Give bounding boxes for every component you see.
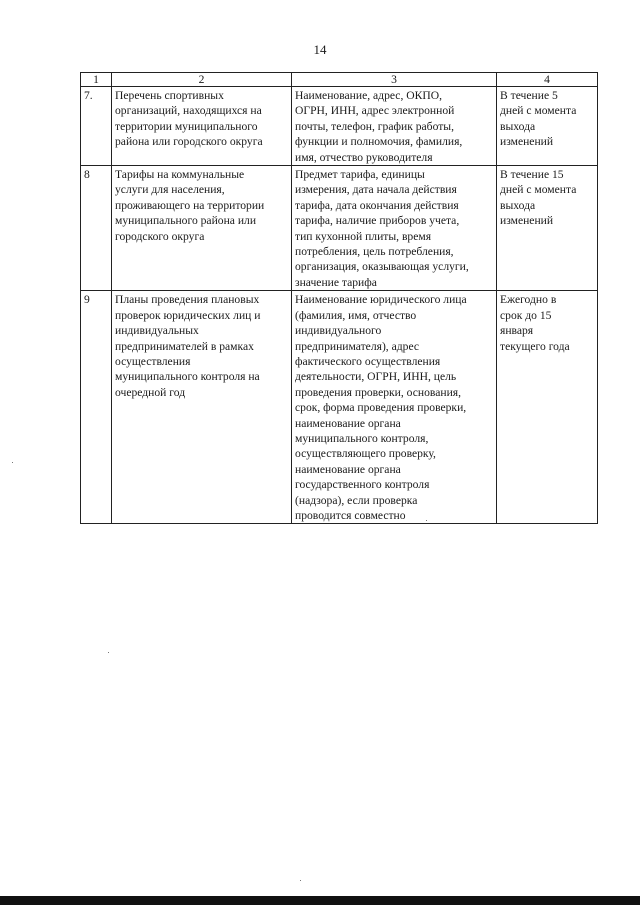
content-line: срок, форма проведения проверки, [295, 401, 467, 415]
term-line: дней с момента [500, 104, 577, 118]
scan-edge [0, 896, 640, 905]
subject-line: индивидуальных [115, 324, 199, 338]
term-line: выхода [500, 198, 536, 212]
subject-line: района или городского округа [115, 135, 263, 149]
content-line: предпринимателя), адрес [295, 339, 420, 353]
content-line: осуществляющего проверку, [295, 447, 436, 461]
term-line: В течение 5 [500, 89, 558, 102]
content-line: потребления, цель потребления, [295, 245, 454, 259]
term-cell [497, 166, 598, 291]
term-cell [497, 291, 598, 524]
content-line: деятельности, ОГРН, ИНН, цель [295, 370, 457, 384]
content-line: Наименование юридического лица [295, 293, 467, 307]
header-cell: 4 [497, 73, 598, 87]
content-cell [292, 166, 497, 291]
subject-cell [112, 291, 292, 524]
content-line: функции и полномочия, фамилия, [295, 135, 463, 149]
subject-line: Планы проведения плановых [115, 293, 260, 307]
table-header-row [81, 73, 598, 87]
content-cell [292, 291, 497, 524]
subject-line: очередной год [115, 385, 186, 399]
header-cell: 2 [112, 73, 292, 87]
subject-line: осуществления [115, 354, 191, 368]
subject-line: предпринимателей в рамках [115, 339, 254, 353]
content-line: ОГРН, ИНН, адрес электронной [295, 104, 455, 118]
content-line: проведения проверки, основания, [295, 385, 462, 399]
term-cell [497, 87, 598, 166]
scan-speck [108, 652, 109, 653]
subject-line: организаций, находящихся на [115, 104, 262, 118]
content-line: Предмет тарифа, единицы [295, 168, 425, 182]
content-line: значение тарифа [295, 275, 377, 289]
content-line: тип кухонной плиты, время [295, 229, 432, 243]
term-line: изменений [500, 135, 554, 149]
subject-cell [112, 166, 292, 291]
subject-cell [112, 87, 292, 166]
scan-speck [12, 462, 13, 463]
content-line: (фамилия, имя, отчество [295, 308, 417, 322]
content-line: организация, оказывающая услуги, [295, 260, 469, 274]
subject-line: услуги для населения, [115, 183, 225, 197]
content-line: муниципального контроля, [295, 431, 429, 445]
subject-line: Перечень спортивных [115, 89, 224, 102]
header-cell: 1 [81, 73, 112, 87]
table-row [81, 291, 598, 524]
scan-speck [300, 880, 301, 881]
subject-line: проверок юридических лиц и [115, 308, 261, 322]
page-number: 14 [313, 42, 327, 57]
content-line: тарифа, дата окончания действия [295, 198, 459, 212]
content-line: наименование органа [295, 462, 401, 476]
content-line: проводится совместно [295, 508, 406, 522]
subject-line: территории муниципального [115, 119, 258, 133]
term-line: В течение 15 [500, 168, 564, 182]
term-line: выхода [500, 119, 536, 133]
subject-line: проживающего на территории [115, 198, 265, 212]
content-line: государственного контроля [295, 478, 430, 492]
table-row [81, 166, 598, 291]
scan-speck [426, 520, 427, 521]
subject-line: муниципального района или [115, 214, 257, 228]
content-line: (надзора), если проверка [295, 493, 418, 507]
term-line: текущего года [500, 339, 570, 353]
content-line: индивидуального [295, 324, 382, 338]
term-line: января [500, 324, 534, 338]
header-cell: 3 [292, 73, 497, 87]
table-row [81, 87, 598, 166]
content-line: фактического осуществления [295, 354, 441, 368]
content-cell [292, 87, 497, 166]
subject-line: городского округа [115, 229, 205, 243]
content-line: тарифа, наличие приборов учета, [295, 214, 460, 228]
content-line: измерения, дата начала действия [295, 183, 457, 197]
row-number: 9 [81, 291, 112, 524]
term-line: изменений [500, 214, 554, 228]
subject-line: Тарифы на коммунальные [115, 168, 245, 182]
row-number: 8 [81, 166, 112, 291]
content-line: Наименование, адрес, ОКПО, [295, 89, 442, 102]
content-line: наименование органа [295, 416, 401, 430]
term-line: Ежегодно в [500, 293, 557, 307]
content-line: почты, телефон, график работы, [295, 119, 454, 133]
row-number: 7. [81, 87, 112, 166]
term-line: дней с момента [500, 183, 577, 197]
data-disclosure-table [80, 72, 598, 524]
content-line: имя, отчество руководителя [295, 150, 433, 164]
term-line: срок до 15 [500, 308, 552, 322]
subject-line: муниципального контроля на [115, 370, 260, 384]
